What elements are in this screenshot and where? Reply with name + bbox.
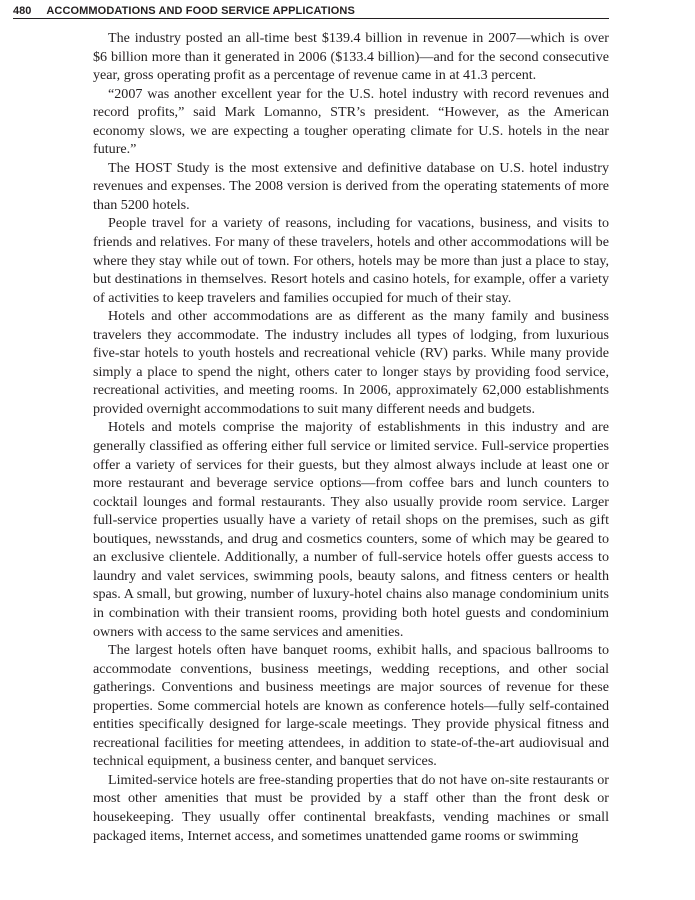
body-text <box>93 29 609 845</box>
paragraph-full-service-hotels: Hotels and motels comprise the majority of establishments in this industry and are generally classified as offering either full service or limited service. Full-service properties offer a variety of services for their guests, but they almost always include at least one or more restaurant and beverage service options—from coffee bars and lunch counters to cocktail lounges and formal restaurants. They also usually provide room service. Larger full-service properties usually have a variety of retail shops on the premises, such as gift boutiques, newsstands, and drug and cosmetics counters, some of which may be geared to an exclusive clientele. Additionally, a number of full-service hotels offer guests access to laundry and valet services, swimming pools, beauty salons, and fitness centers or health spas. A small, but growing, number of luxury-hotel chains also manage condominium units in combination with their transient rooms, providing both hotel guests and condominium owners with access to the same services and amenities. <box>93 419 609 640</box>
running-head <box>13 4 609 19</box>
paragraph-revenue-record: The industry posted an all-time best $139.4 billion in revenue in 2007—which is over $6 billion more than it generated in 2006 ($133.4 billion)—and for the second consecutive year, gross operating profit as a percentage of revenue came in at 41.3 percent. <box>93 30 609 84</box>
paragraph-largest-hotels: The largest hotels often have banquet rooms, exhibit halls, and spacious ballrooms to accommodate conventions, business meetings, wedding receptions, and other social gatherings. Conventions and business meetings are major sources of revenue for these properties. Some commercial hotels are known as conference hotels—fully self-contained entities specifically designed for large-scale meetings. They provide physical fitness and recreational facilities for meeting attendees, in addition to state-of-the-art audiovisual and technical equipment, a business center, and banquet services. <box>93 642 609 770</box>
page-number: 480 <box>13 5 32 17</box>
chapter-title: ACCOMMODATIONS AND FOOD SERVICE APPLICATIONS <box>46 5 355 17</box>
paragraph-lomanno-quote: “2007 was another excellent year for the U.S. hotel industry with record revenues and record profits,” said Mark Lomanno, STR’s president. “However, as the American economy slows, we are expecting a tougher operating climate for U.S. hotels in the near future.” <box>93 85 609 158</box>
paragraph-limited-service-hotels: Limited-service hotels are free-standing properties that do not have on-site restaurants or most other amenities that must be provided by a staff other than the front desk or housekeeping. They usually offer continental breakfasts, vending machines or small packaged items, Internet access, and sometimes unattended game rooms or swimming <box>93 771 609 844</box>
paragraph-host-study: The HOST Study is the most extensive and definitive database on U.S. hotel industry revenues and expenses. The 2008 version is derived from the operating statements of more than 5200 hotels. <box>93 159 609 213</box>
paragraph-reasons-to-travel: People travel for a variety of reasons, including for vacations, business, and visits to friends and relatives. For many of these travelers, hotels and other accommodations will be where they stay while out of town. For others, hotels may be more than just a place to stay, but destinations in themselves. Resort hotels and casino hotels, for example, offer a variety of activities to keep travelers and families occupied for much of their stay. <box>93 215 609 306</box>
paragraph-types-of-lodging: Hotels and other accommodations are as different as the many family and business travelers they accommodate. The industry includes all types of lodging, from luxurious five-star hotels to youth hostels and recreational vehicle (RV) parks. While many provide simply a place to spend the night, others cater to longer stays by providing food service, recreational activities, and meeting rooms. In 2006, approximately 62,000 establishments provided overnight accommodations to suit many different needs and budgets. <box>93 308 609 417</box>
